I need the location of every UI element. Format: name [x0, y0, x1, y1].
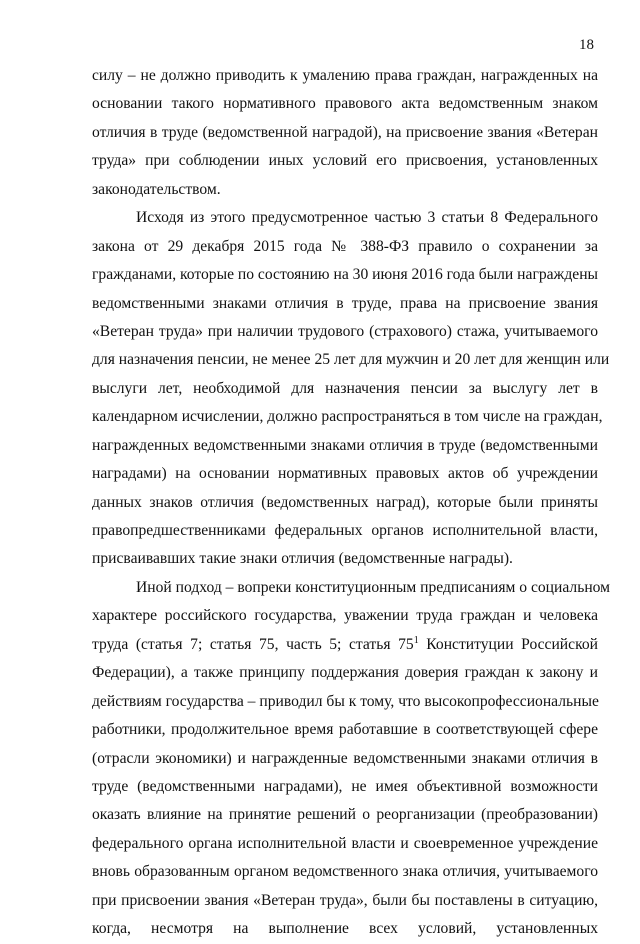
paragraph: [92, 574, 611, 944]
text-line: труда (статья 7; статья 75, часть 5; статья $75^1$ Конституции Российской: [92, 634, 599, 653]
text-line: характере российского государства, уважении труда граждан и человека: [92, 607, 598, 625]
text-line: федерального органа исполнительной власти и своевременное учреждение: [92, 834, 598, 852]
text-line: работники, продолжительное время работавшие в соответствующей сфере: [92, 721, 598, 739]
text-line: ведомственными знаками отличия в труде, права на присвоение звания: [92, 294, 598, 312]
paragraph: [92, 204, 610, 574]
text-line: труде (ведомственными наградами), не имея объективной возможности: [92, 777, 598, 795]
text-line: оказать влияние на принятие решений о реорганизации (преобразовании): [92, 806, 598, 824]
text-line: «Ветеран труда» при наличии трудового (страхового) стажа, учитываемого: [92, 322, 598, 340]
text-line: награжденных ведомственными знаками отличия в труде (ведомственными: [92, 436, 598, 454]
text-line: данных знаков отличия (ведомственных наград), которые были приняты: [92, 493, 598, 511]
text-line: закона от 29 декабря 2015 года № 388-ФЗ правило о сохранении за: [92, 237, 598, 255]
paragraph: [92, 62, 598, 204]
text-line: силу – не должно приводить к умалению права граждан, награжденных на: [92, 67, 598, 84]
text-line: выслуги лет, необходимой для назначения пенсии за выслугу лет в: [92, 379, 598, 397]
text-line: отличия в труде (ведомственной наградой), на присвоение звания «Ветеран: [92, 123, 598, 141]
text-line: вновь образованным органом ведомственного знака отличия, учитываемого: [92, 863, 598, 881]
text-line: гражданами, которые по состоянию на 30 июня 2016 года были награждены: [92, 266, 599, 284]
text-line: (отрасли экономики) и награжденные ведомственными знаками отличия в: [92, 749, 598, 767]
text-line: действиям государства – приводил бы к тому, что высокопрофессиональные: [92, 692, 599, 710]
text-line: наградами) на основании нормативных правовых актов об учреждении: [92, 465, 598, 483]
text-line: правопредшественниками федеральных органов исполнительной власти,: [92, 522, 598, 539]
text-line: когда, несмотря на выполнение всех условий, установленных: [92, 920, 598, 938]
text-line: при присвоении звания «Ветеран труда», были бы поставлены в ситуацию,: [92, 891, 598, 909]
text-line: для назначения пенсии, не менее 25 лет для мужчин и 20 лет для женщин или: [92, 351, 610, 369]
page-number: 18: [579, 37, 594, 53]
document-body: [92, 62, 611, 944]
text-line: присваивавших такие знаки отличия (ведомственные награды).: [92, 550, 513, 568]
text-line: труда» при соблюдении иных условий его присвоения, установленных: [92, 152, 598, 170]
text-line: Исходя из этого предусмотренное частью 3 статьи 8 Федерального: [136, 209, 598, 227]
text-line: Федерации), а также принципу поддержания доверия граждан к закону и: [92, 664, 598, 682]
text-line: законодательством.: [92, 180, 221, 198]
text-line: Иной подход – вопреки конституционным предписаниям о социальном: [136, 578, 611, 596]
text-line: календарном исчислении, должно распространяться в том числе на граждан,: [92, 408, 603, 426]
text-line: основании такого нормативного правового акта ведомственным знаком: [92, 95, 598, 113]
